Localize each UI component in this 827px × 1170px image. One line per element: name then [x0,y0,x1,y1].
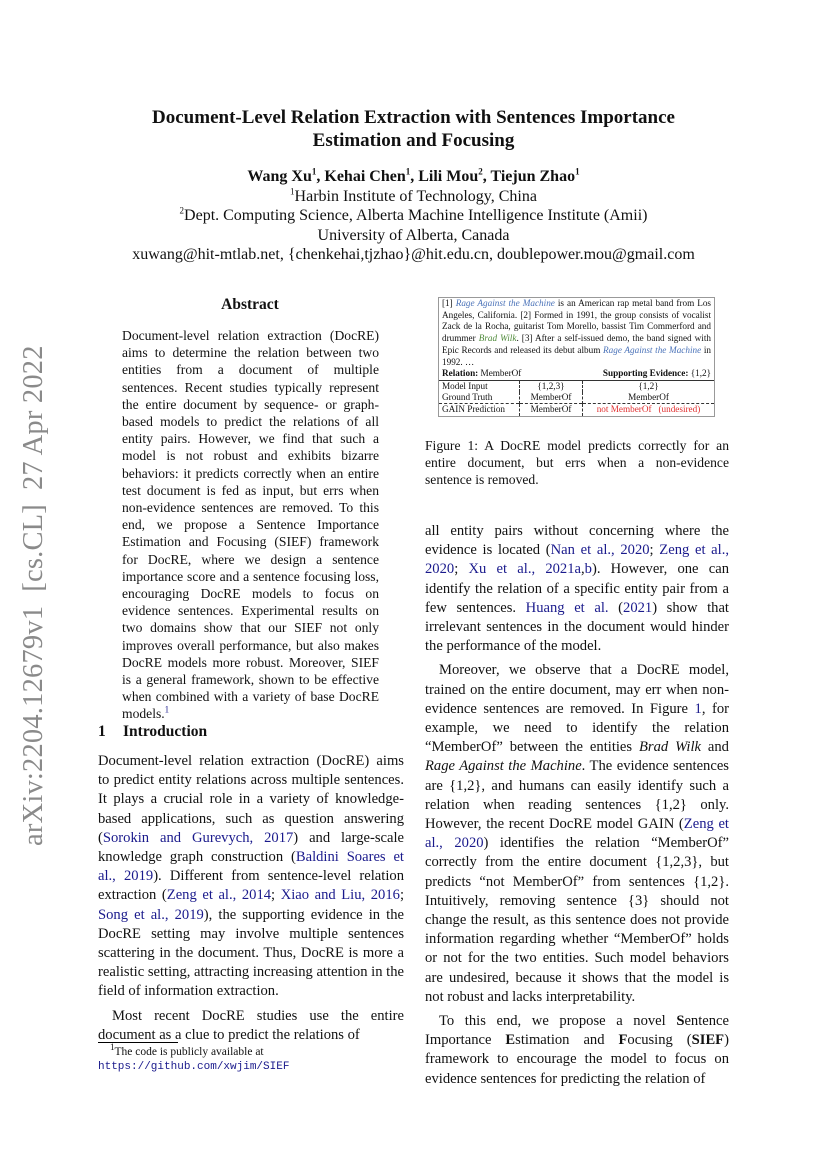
footnote [98,1042,408,1074]
table-row [439,392,714,404]
text-run: ; [399,887,405,904]
author-emails: xuwang@hit-mtlab.net, {chenkehai,tjzhao}@hit.edu.cn, doublepower.mou@gmail.com [132,246,695,263]
relation-row [439,368,714,381]
citation-link[interactable]: Song et al., 2019 [98,906,204,923]
paragraph [425,661,729,1007]
text-run: Document-level relation extraction (DocRE) aims to predict entity relations across multiple sentences. It plays a crucial role in a variety of knowledge-based applications, such as question answering ( [98,753,404,846]
paragraph [98,752,404,1002]
cell-full-document: MemberOf [520,404,583,416]
row-label: GAIN Prediction [439,404,520,416]
figure-document-text [439,298,714,368]
text-run: To this end, we propose a novel [439,1013,677,1030]
affiliation-3: University of Alberta, Canada [317,226,510,244]
text-run: ; [454,561,469,578]
text-run: ) and large-scale knowledge graph construction ( [98,829,404,866]
text-run: ocusing ( [627,1032,692,1049]
citation-link[interactable]: Zeng et al., 2020 [425,542,730,578]
right-column-text [425,522,729,1089]
author: Wang Xu [247,168,312,185]
entity-head: Rage Against the Machine [603,344,702,355]
code-link[interactable]: https://github.com/xwjim/SIEF [98,1061,290,1073]
text-run: Moreover, we observe that a DocRE model, trained on the entire document, may err when non-evidence sentences are removed. In Figure [425,662,729,717]
arxiv-id: arXiv:2204.12679v1 [18,605,49,846]
entity-italic: Brad Wilk [638,739,702,756]
row-label: Ground Truth [439,392,520,404]
text-run: entence Importance [425,1013,729,1049]
affiliation-1 [100,187,727,207]
arxiv-stamp [18,345,50,846]
citation-link[interactable]: Zeng et al., 2014 [166,887,272,904]
section-number: 1 [98,723,106,740]
author-block [100,167,727,265]
affiliation-mark: 1 [575,166,580,177]
affiliation-text: Harbin Institute of Technology, China [294,187,537,205]
affiliation-mark: 1 [405,166,411,177]
text-run: stimation and [515,1032,619,1049]
text-run: and [701,739,729,756]
relation-info [442,368,521,380]
cell-partial-document: MemberOf [628,392,669,403]
paragraph: Most recent DocRE studies use the entire document as a clue to predict the relations of [98,1007,404,1043]
citation-link[interactable]: b [584,561,592,578]
citation-link[interactable]: 1 [694,700,702,717]
bold-text: F [618,1032,628,1049]
paper-title [100,106,727,152]
evidence-info [603,368,711,380]
text-run: ) framework to encourage the model to focus on evidence sentences for predicting the relation of [425,1032,729,1087]
paragraph [425,1012,729,1089]
cell-full-document: MemberOf [520,392,583,404]
abstract-body [122,327,379,723]
cell-undesired-prediction: not MemberOf (undesired) [583,404,715,416]
title-line-1: Document-Level Relation Extraction with Sentences Importance [152,107,675,128]
citation-link[interactable]: Xu et al., 2021a [468,561,581,578]
citation-link[interactable]: Baldini Soares et al., 2019 [98,849,404,885]
bold-text: E [505,1032,516,1049]
affiliation-mark: 2 [478,166,483,177]
text-run: . The evidence sentences are {1,2}, and humans can easily identify such a relation when reading sentences {1,2} only. However, the recent DocRE model GAIN ( [425,758,729,833]
text-run: ; [271,887,281,904]
entity-head: Rage Against the Machine [455,298,555,308]
evidence-label: Supporting Evidence: [602,368,689,379]
bold-text: SIEF [691,1032,725,1049]
arxiv-date: 27 Apr 2022 [18,345,49,491]
text-run: ). Different from sentence-level relation extraction ( [98,868,404,904]
table-row [439,404,714,416]
figure-caption: Figure 1: A DocRE model predicts correctly for an entire document, but errs when a non-evidence sentence is removed. [425,438,729,488]
entity-tail: Brad Wilk [478,333,517,344]
affiliation-mark: 2 [179,205,185,216]
author-list: Wang Xu$^1$, Kehai Chen$^1$, Lili Mou$^2$, Tiejun Zhao$^1$ [247,166,580,185]
text-run: ( [608,599,624,616]
entity-italic: Rage Against the Machine [425,758,582,775]
figure-1 [438,297,715,417]
prediction-table [439,381,714,416]
text-run: ) show that irrelevant sentences in the document would hinder the performance of the model. [425,599,729,655]
author: Lili Mou [418,168,479,185]
affiliation-text: Dept. Computing Science, Alberta Machine Intelligence Institute (Amii) [184,207,648,224]
arxiv-category: [cs.CL] [18,504,49,592]
text-run: all entity pairs without concerning where the evidence is located ( [425,523,729,559]
left-column-text [98,752,404,1045]
text-run: ) identifies the relation “MemberOf” correctly from the entire document {1,2,3}, but predicts “not MemberOf” from sentences {1,2}. Intuitively, removing sentence {3} should not change the result, as this sentence does not provide information regarding whether “MemberOf” holds or not for the two entities. Such model behaviors are undesired, because it shows that the model is not robust and lacks interpretability. [425,835,729,1005]
document-text: is an American rap metal band from Los Angeles, California. [2] Formed in 1991, the group consists of vocalist Zack de la Rocha, guitarist Tom Morello, bassist Tim Commerford and drummer [442,298,712,344]
text-run: ; [649,542,660,559]
footnote-text: The code is publicly available at [114,1046,264,1058]
cell-partial-document: {1,2} [638,380,659,391]
affiliation-mark: 1 [311,166,317,177]
sentence-marker: [1] [442,298,456,308]
footnote-link[interactable]: 1 [164,704,170,715]
document-text: in 1992. … [442,344,712,367]
abstract-text: Document-level relation extraction (DocRE) aims to determine the relation between two entities from a document of multiple sentences. Recent studies typically represent the entire document by sequence- or graph-based models to predict the relations of all entity pairs. However, we find that such a model is not robust and exhibits bizarre behaviors: it predicts correctly when an entire test document is fed as input, but errs when non-evidence sentences are removed. To this end, we propose a Sentence Importance Estimation and Focusing (SIEF) framework for DocRE, where we design a sentence importance score and a sentence focusing loss, encouraging DocRE models to focus on evidence sentences. Experimental results on two domains show that our SIEF not only improves overall performance, but also makes DocRE models more robust. Moreover, SIEF is a general framework, shown to be effective when combined with a variety of base DocRE models. [122,328,379,722]
affiliation-mark: 1 [290,186,295,197]
citation-link[interactable]: Zeng et al., 2020 [425,816,729,852]
text-run: , for example, we need to identify the relation “MemberOf” between the entities [425,700,729,756]
bold-text: S [676,1013,685,1030]
author: Kehai Chen [324,168,406,185]
document-text: . [3] After a self-issued demo, the band signed with Epic Records and released its debut album [442,333,711,355]
section-title: Introduction [123,723,208,740]
citation-link[interactable]: Nan et al., 2020 [550,542,650,559]
paragraph [425,522,729,656]
cell-full-document: {1,2,3} [520,381,583,392]
evidence-value: {1,2} [688,368,711,379]
citation-link[interactable]: Sorokin and Gurevych, 2017 [102,829,294,846]
table-row [439,381,714,392]
text-run: ). However, one can identify the relation of a specific entity pair from a few sentences. [425,561,730,616]
footnote-mark: 1 [110,1042,115,1053]
citation-link[interactable]: 2021 [623,599,653,616]
affiliation-2 [100,206,727,226]
section-heading [98,723,207,741]
title-line-2: Estimation and Focusing [312,130,515,151]
citation-link[interactable]: Xiao and Liu, 2016 [280,887,400,904]
text-run: ), the supporting evidence in the DocRE setting may involve multiple sentences scattering in the document. Thus, DocRE is more a realistic setting, attracting increasing attention in the field of information extraction. [98,906,404,1000]
abstract-heading: Abstract [221,296,279,313]
relation-value: MemberOf [478,368,522,379]
author: Tiejun Zhao [490,168,576,185]
text-run: , [581,561,585,578]
relation-label: Relation: [442,368,479,379]
row-label: Model Input [439,381,520,392]
citation-link[interactable]: Huang et al. [525,599,609,616]
